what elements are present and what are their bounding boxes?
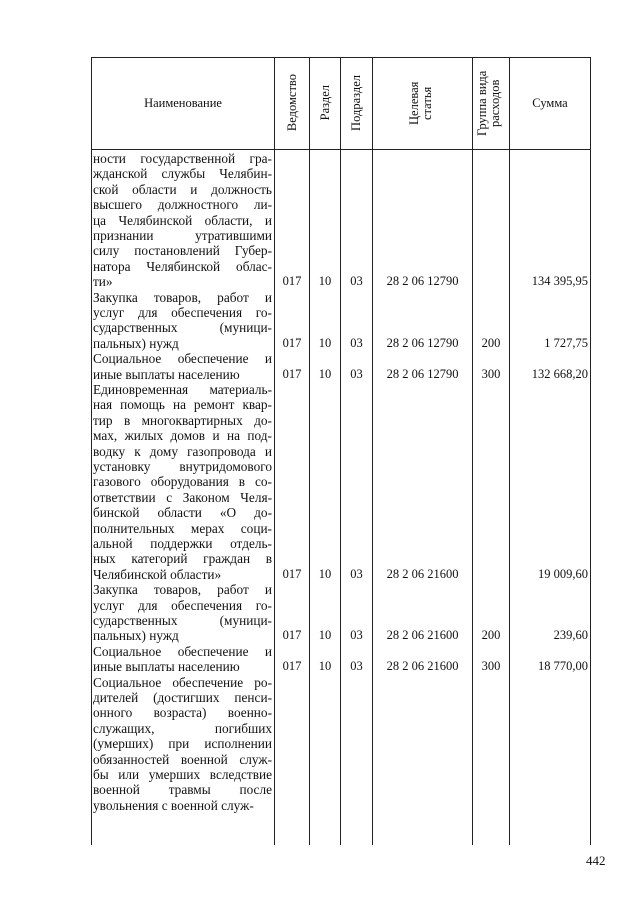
row-name-line: ности государственной гра- (93, 151, 272, 166)
row-name-line: сударственных (муници- (93, 320, 272, 336)
header-target-article-label: Целевая статья (406, 81, 434, 125)
column-divider (509, 57, 510, 845)
row-name-line: высшего должностного ли- (93, 197, 272, 213)
row-name-line: бинской области «О до- (93, 505, 272, 521)
row-subsection-cell: 03 (350, 628, 363, 643)
row-subsection-cell: 03 (350, 566, 363, 581)
header-section-label: Раздел (317, 85, 332, 121)
row-subsection-cell: 03 (350, 274, 363, 289)
row-department-cell: 017 (282, 366, 302, 381)
row-section-cell: 10 (318, 659, 332, 674)
row-section-cell: 10 (318, 274, 332, 289)
row-name-line: сударственных (муници- (93, 613, 272, 628)
row-amount-cell: 1 727,75 (544, 335, 588, 350)
row-name-line: ответствии с Законом Челя- (93, 489, 272, 505)
header-section (310, 58, 340, 148)
row-department-cell: 017 (282, 335, 302, 350)
row-name-line: бы или умерших вследствие (93, 767, 272, 782)
row-name-line: Закупка товаров, работ и (93, 582, 272, 598)
row-group-cell: 300 (481, 366, 501, 381)
column-divider (274, 57, 275, 845)
row-name-line: тир в многоквартирных до- (93, 412, 272, 428)
row-name-line: Социальное обеспечение ро- (93, 674, 272, 690)
header-name-label: Наименование (144, 95, 222, 110)
header-department-label: Ведомство (284, 74, 299, 132)
row-name-line: установку внутридомового (93, 459, 272, 474)
row-name-line: военной травмы после (93, 782, 272, 798)
row-target-cell: 28 2 06 21600 (386, 566, 459, 581)
row-target-cell: 28 2 06 12790 (386, 274, 459, 289)
header-name (92, 58, 274, 148)
row-name-line: пальных) нужд (93, 335, 179, 351)
row-target-cell: 28 2 06 21600 (386, 659, 459, 674)
header-expense-group-label: Группа вида расходов (475, 70, 502, 136)
row-name-line: Социальное обеспечение и (93, 643, 272, 659)
row-group-cell: 200 (481, 628, 501, 643)
row-department-cell: 017 (282, 274, 302, 289)
row-amount-cell: 239,60 (553, 628, 588, 643)
header-subsection (341, 58, 372, 148)
column-divider (372, 57, 373, 845)
row-name-line: услуг для обеспечения го- (93, 597, 272, 613)
row-name-line: альной поддержки отдель- (93, 536, 272, 551)
row-name-line: Единовременная материаль- (93, 382, 272, 397)
row-name-line: газового оборудования в со- (93, 474, 272, 490)
row-name-line: иные выплаты населению (93, 659, 240, 675)
row-name-line: (умерших) при исполнении (93, 736, 272, 752)
row-target-cell: 28 2 06 12790 (386, 335, 459, 350)
row-group-cell: 300 (481, 659, 501, 674)
row-name-line: Челябинской области» (93, 566, 222, 582)
row-name-line: натора Челябинской облас- (93, 258, 272, 274)
row-subsection-cell: 03 (350, 335, 363, 350)
row-target-cell: 28 2 06 12790 (386, 366, 459, 381)
row-department-cell: 017 (282, 628, 302, 643)
header-amount (510, 58, 590, 148)
row-name-line: служащих, погибших (93, 720, 272, 736)
row-name-line: ных категорий граждан в (93, 551, 272, 567)
header-target-article (373, 58, 472, 148)
row-name-line: пальных) нужд (93, 628, 179, 644)
table-border-right (590, 57, 591, 845)
header-subsection-label: Подраздел (349, 75, 363, 131)
row-name-line: услуг для обеспечения го- (93, 305, 272, 320)
row-group-cell: 200 (481, 335, 501, 350)
row-name-line: обязанностей военной служ- (93, 751, 272, 767)
row-name-line: дителей (достигших пенси- (93, 690, 272, 705)
row-name-line: мах, жилых домов и на под- (93, 428, 272, 444)
row-name-line: признании утратившими (93, 228, 272, 243)
header-amount-label: Сумма (532, 95, 568, 110)
row-name-line: жданской службы Челябин- (93, 166, 272, 182)
row-name-line: увольнения с военной служ- (93, 797, 254, 813)
row-name-line: силу постановлений Губер- (93, 243, 272, 259)
row-name-line: Социальное обеспечение и (93, 351, 272, 367)
row-amount-cell: 19 009,60 (538, 566, 588, 581)
row-name-line: ской области и должность (93, 181, 272, 197)
row-amount-cell: 134 395,95 (531, 274, 588, 289)
header-department (275, 58, 309, 148)
row-section-cell: 10 (318, 366, 332, 381)
column-divider (309, 57, 310, 845)
row-name-line: полнительных мерах соци- (93, 520, 272, 536)
row-section-cell: 10 (318, 566, 332, 581)
row-subsection-cell: 03 (350, 366, 363, 381)
column-divider (472, 57, 473, 845)
row-name-line: Закупка товаров, работ и (93, 289, 272, 305)
row-section-cell: 10 (318, 335, 332, 350)
row-amount-cell: 132 668,20 (531, 366, 588, 381)
row-name-line: онного возраста) военно- (93, 705, 272, 721)
row-department-cell: 017 (282, 659, 302, 674)
column-divider (340, 57, 341, 845)
row-department-cell: 017 (282, 566, 302, 581)
header-divider (91, 149, 591, 150)
row-name-line: ти» (93, 274, 113, 290)
row-name-line: ная помощь на ремонт квар- (93, 397, 272, 413)
row-section-cell: 10 (318, 628, 332, 643)
row-name-line: иные выплаты населению (93, 366, 240, 382)
header-expense-group (473, 58, 509, 148)
page-number: 442 (586, 853, 606, 868)
row-target-cell: 28 2 06 21600 (386, 628, 459, 643)
row-name-line: ца Челябинской области, и (93, 212, 272, 228)
row-subsection-cell: 03 (350, 659, 363, 674)
budget-table (91, 57, 591, 845)
row-amount-cell: 18 770,00 (538, 659, 588, 674)
row-name-line: водку к дому газопровода и (93, 443, 272, 459)
table-border-left (91, 57, 92, 845)
